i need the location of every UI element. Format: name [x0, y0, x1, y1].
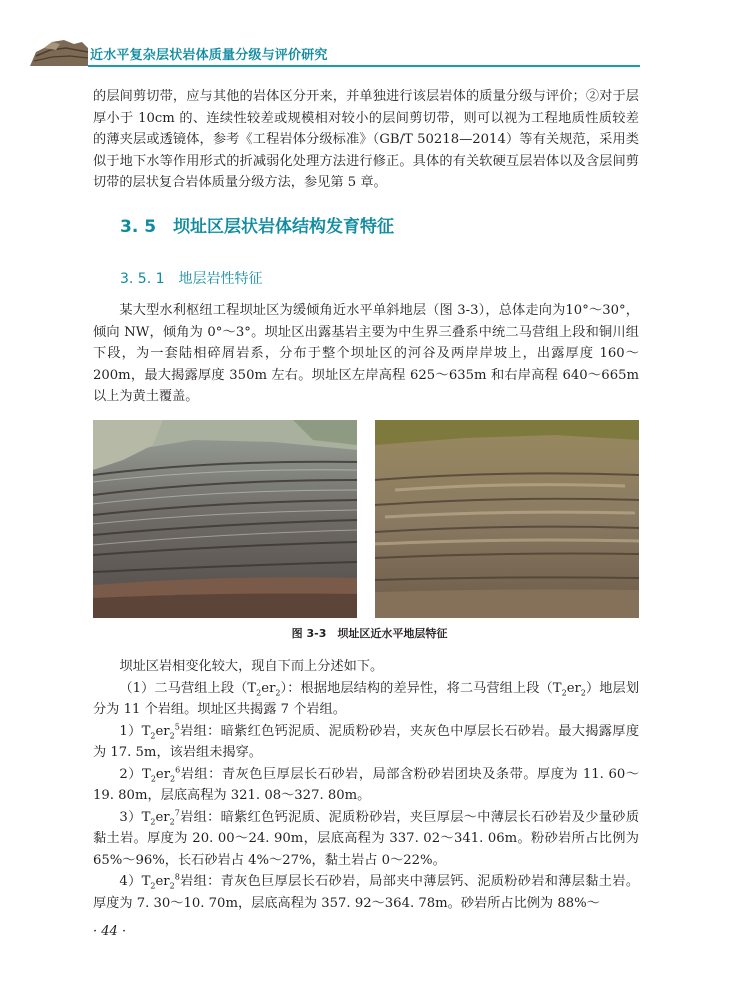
er-text: er — [155, 874, 170, 889]
section-heading: 3. 5 坝址区层状岩体结构发育特征 — [120, 217, 395, 237]
er-text: er — [155, 809, 170, 825]
rock-group-5-text: 岩组：暗紫红色钙泥质、泥质粉砂岩，夹灰色中厚层长石砂岩。最大揭露厚度为 17. 5m，该岩组未揭穿。 — [93, 723, 640, 760]
item-1-part-a: （1）二马营组上段（T — [119, 680, 257, 696]
rock-cliff-photo-left — [93, 420, 357, 618]
rock-group-6-prefix: 2）T — [119, 766, 151, 782]
subscript-2: 2 — [150, 731, 156, 741]
subscript-2: 2 — [275, 688, 281, 698]
item-1-part-b: ）：根据地层结构的差异性，将二马营组上段（T — [280, 680, 562, 696]
subscript-2: 2 — [150, 817, 156, 827]
rock-group-7-text: 岩组：暗紫红色钙泥质、泥质粉砂岩，夹巨厚层～中薄层长石砂岩及少量砂质黏土岩。厚度为 20. 00～24. 90m，层底高程为 337. 02～341. 06m。粉砂岩所占比例为 65%～96%，长石砂岩占 4%～27%，黏土岩占 0～22%。 — [93, 809, 640, 868]
intro-paragraph-block — [93, 86, 639, 194]
photo-left — [93, 420, 357, 618]
page-number: · 44 · — [93, 924, 127, 939]
superscript-8: 8 — [174, 872, 180, 882]
er-text: er — [155, 723, 170, 739]
subscript-2: 2 — [561, 688, 567, 698]
subsection-heading: 3. 5. 1 地层岩性特征 — [120, 271, 263, 287]
paragraph-rock-group-5 — [93, 721, 639, 764]
item-1-part-c: ）地层划分为 11 个岩组。坝址区共揭露 7 个岩组。 — [93, 680, 640, 717]
superscript-7: 7 — [174, 808, 180, 818]
superscript-6: 6 — [175, 765, 181, 775]
rock-group-8-prefix: 4）T — [119, 874, 151, 889]
subscript-2: 2 — [150, 774, 156, 784]
rock-group-7-prefix: 3）T — [119, 809, 151, 825]
rock-cliff-photo-right — [375, 420, 639, 618]
paragraph-rock-group-6 — [93, 764, 639, 807]
subscript-2: 2 — [150, 881, 156, 891]
subscript-2: 2 — [169, 817, 175, 827]
superscript-5: 5 — [174, 722, 180, 732]
rock-group-6-text: 岩组：青灰色巨厚层长石砂岩，局部含粉砂岩团块及条带。厚度为 11. 60～19. 80m，层底高程为 321. 08～327. 80m。 — [93, 766, 640, 803]
rock-group-5-prefix: 1）T — [119, 723, 151, 739]
intro-paragraph: 的层间剪切带，应与其他的岩体区分开来，并单独进行该层岩体的质量分级与评价；②对于层厚小于 10cm 的、连续性较差或规模相对较小的层间剪切带，则可以视为工程地质性质较差的薄夹层或透镜体，参考《工程岩体分级标准》（GB/T 50218—2014）等有关规范，采用类似于地下水等作用形式的折减弱化处理方法进行修正。具体的有关软硬互层岩体以及含层间剪切带的层状复合岩体质量分级方法，参见第 5 章。 — [93, 89, 639, 190]
header-divider — [88, 65, 640, 67]
subscript-2: 2 — [169, 731, 175, 741]
running-header-title: 近水平复杂层状岩体质量分级与评价研究 — [90, 48, 328, 63]
figure-caption: 图 3-3 坝址区近水平地层特征 — [291, 627, 448, 640]
er-text: er — [566, 680, 581, 696]
subscript-2: 2 — [580, 688, 586, 698]
rock-outcrop-icon — [30, 38, 88, 66]
paragraph-rock-group-8 — [93, 871, 639, 914]
paragraph-block-1 — [93, 300, 639, 408]
subscript-2: 2 — [256, 688, 262, 698]
subscript-2: 2 — [169, 881, 175, 891]
paragraph-item-1 — [93, 678, 639, 721]
subscript-2: 2 — [170, 774, 176, 784]
paragraph-strata: 某大型水利枢纽工程坝址区为缓倾角近水平单斜地层（图 3-3），总体走向为10°～30°，倾向 NW，倾角为 0°～3°。坝址区出露基岩主要为中生界三叠系中统二马营组上段和铜川组下段，为一套陆相碎屑岩系，分布于整个坝址区的河谷及两岸岸坡上，出露厚度 160～200m，最大揭露厚度 350m 左右。坝址区左岸高程 625～635m 和右岸高程 640～665m 以上为黄土覆盖。 — [93, 303, 639, 404]
er-text: er — [155, 766, 171, 782]
photo-right — [375, 420, 639, 618]
paragraph-block-2 — [93, 656, 639, 914]
er-text: er — [261, 680, 276, 696]
paragraph-lithofacies: 坝址区岩相变化较大，现自下而上分述如下。 — [119, 659, 384, 674]
rock-group-8-text: 岩组：青灰色巨厚层长石砂岩，局部夹中薄层钙、泥质粉砂岩和薄层黏土岩。厚度为 7. 30～10. 70m，层底高程为 357. 92～364. 78m。砂岩所占比例为 88%～ — [93, 874, 640, 911]
paragraph-rock-group-7 — [93, 807, 639, 872]
running-header — [0, 28, 739, 70]
